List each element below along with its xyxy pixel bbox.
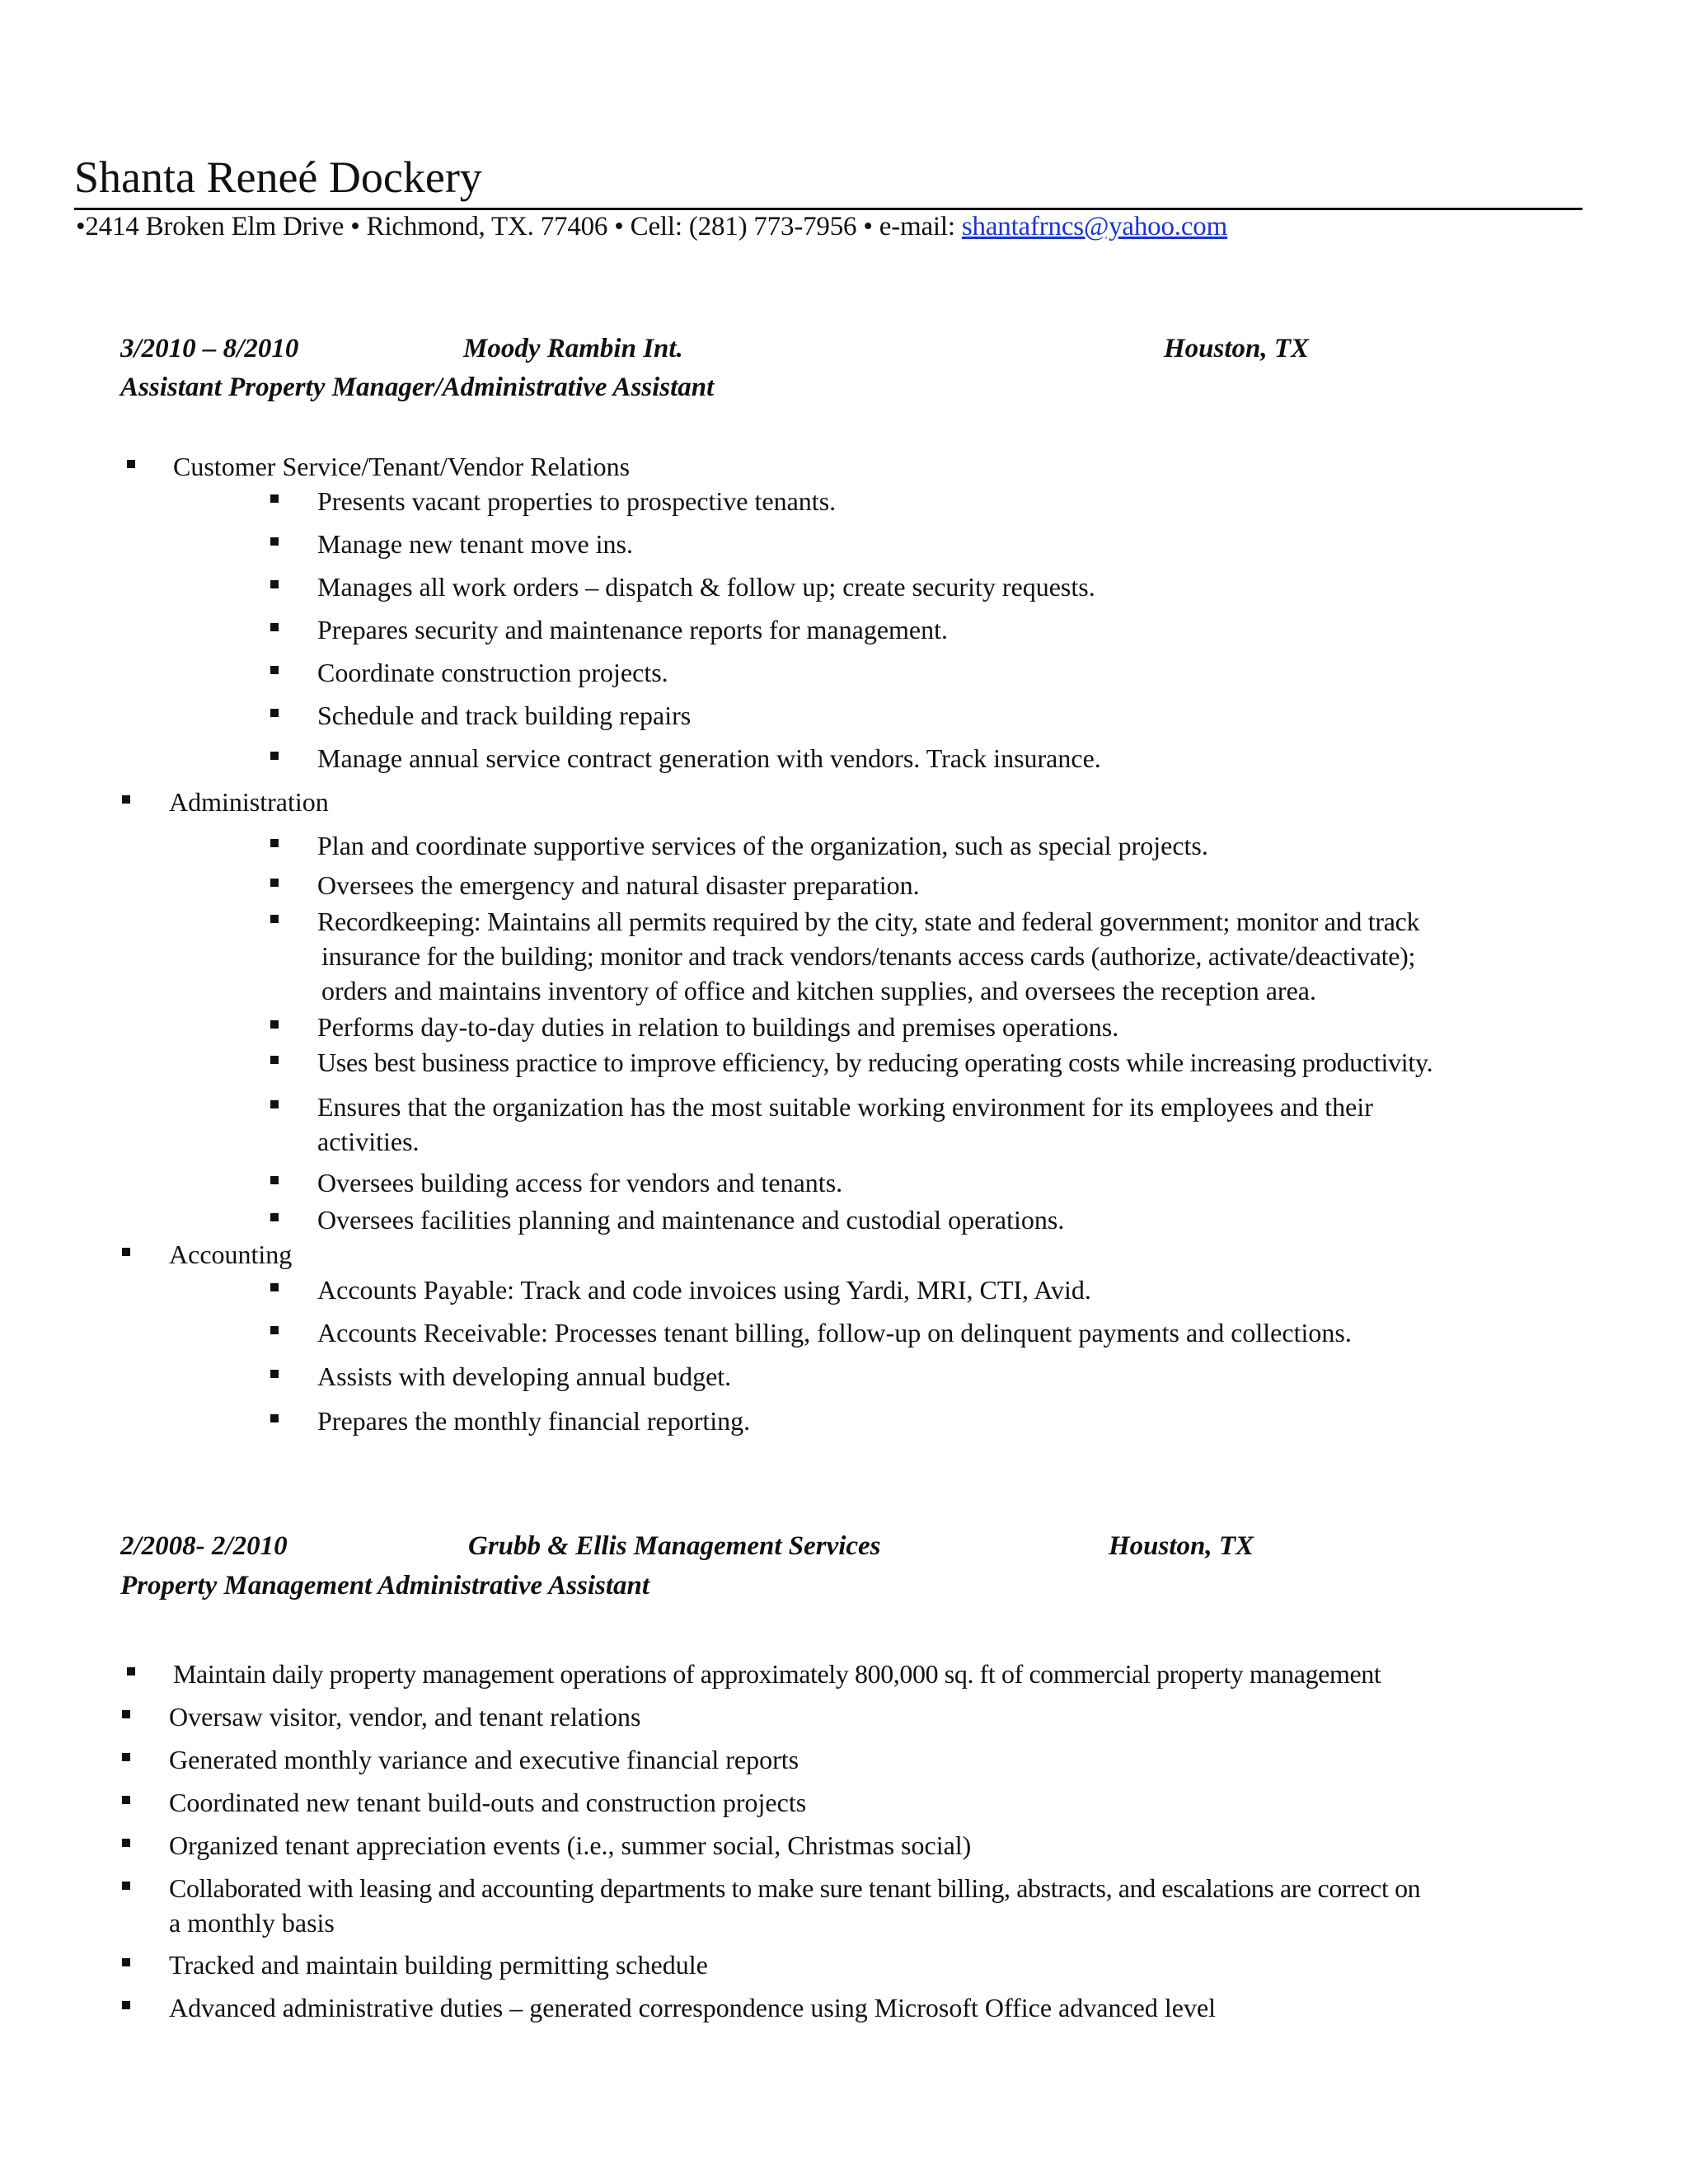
bullet-icon	[122, 1753, 130, 1761]
bullet-icon	[270, 915, 279, 923]
job1-dates: 3/2010 – 8/2010	[120, 334, 299, 363]
bullet-icon	[270, 709, 279, 717]
list-item: Oversees the emergency and natural disaster preparation.	[317, 870, 920, 900]
list-item: Organized tenant appreciation events (i.e., summer social, Christmas social)	[169, 1830, 972, 1860]
list-item: Ensures that the organization has the most suitable working environment for its employees and their	[317, 1092, 1373, 1122]
list-item: Prepares the monthly financial reporting.	[317, 1406, 751, 1436]
job2-title: Property Management Administrative Assistant	[120, 1571, 650, 1601]
contact-line	[76, 212, 1227, 242]
list-item: Plan and coordinate supportive services of the organization, such as special projects.	[317, 831, 1208, 860]
bullet-icon	[270, 752, 279, 760]
list-item: Assists with developing annual budget.	[317, 1361, 732, 1391]
list-item: Recordkeeping: Maintains all permits required by the city, state and federal government; monitor and track	[317, 907, 1420, 936]
bullet-icon	[270, 839, 279, 847]
header-rule	[74, 208, 1582, 210]
bullet-icon	[270, 1056, 279, 1064]
bullet-icon	[270, 1213, 279, 1221]
list-item: Schedule and track building repairs	[317, 701, 692, 730]
bullet-icon	[270, 623, 279, 631]
list-item: Advanced administrative duties – generated correspondence using Microsoft Office advanced level	[169, 1993, 1217, 2022]
list-item: Collaborated with leasing and accounting departments to make sure tenant billing, abstracts, and escalations are correct on	[169, 1873, 1421, 1903]
bullet-icon	[270, 1326, 279, 1334]
list-item: Manage new tenant move ins.	[317, 529, 633, 559]
list-item-continuation: insurance for the building; monitor and track vendors/tenants access cards (authorize, activate/deactivate);	[321, 941, 1416, 971]
bullet-icon	[270, 1100, 279, 1108]
list-item: Manages all work orders – dispatch & follow up; create security requests.	[317, 572, 1095, 602]
bullet-icon	[122, 1958, 130, 1966]
job1-location: Houston, TX	[1164, 334, 1310, 363]
contact-details: •2414 Broken Elm Drive • Richmond, TX. 77406 • Cell: (281) 773-7956 • e-mail:	[76, 212, 962, 241]
list-item: Accounts Receivable: Processes tenant billing, follow-up on delinquent payments and collections.	[317, 1318, 1352, 1347]
list-item: Performs day-to-day duties in relation to buildings and premises operations.	[317, 1012, 1119, 1042]
bullet-icon	[122, 1839, 130, 1847]
bullet-icon	[270, 666, 279, 674]
bullet-icon	[270, 537, 279, 546]
list-item: Coordinate construction projects.	[317, 658, 668, 687]
list-item-continuation: a monthly basis	[169, 1908, 335, 1938]
list-item: Manage annual service contract generation with vendors. Track insurance.	[317, 743, 1101, 773]
job2-company: Grubb & Ellis Management Services	[468, 1531, 881, 1561]
list-item: Oversees facilities planning and maintenance and custodial operations.	[317, 1205, 1065, 1235]
bullet-icon	[122, 1796, 130, 1804]
job1-company: Moody Rambin Int.	[463, 334, 683, 363]
bullet-icon	[122, 2001, 130, 2009]
bullet-icon	[127, 1667, 135, 1675]
job1-title: Assistant Property Manager/Administrative Assistant	[120, 373, 715, 402]
bullet-icon	[270, 1283, 279, 1291]
candidate-name: Shanta Reneé Dockery	[74, 152, 482, 202]
bullet-icon	[270, 494, 279, 503]
bullet-icon	[270, 580, 279, 588]
list-item: Tracked and maintain building permitting schedule	[169, 1950, 708, 1980]
section-heading: Customer Service/Tenant/Vendor Relations	[173, 452, 631, 481]
section-heading: Accounting	[169, 1240, 293, 1269]
list-item-continuation: orders and maintains inventory of office and kitchen supplies, and oversees the reception area.	[321, 976, 1316, 1005]
list-item: Oversees building access for vendors and tenants.	[317, 1168, 843, 1197]
bullet-icon	[122, 1710, 130, 1718]
bullet-icon	[270, 1370, 279, 1378]
list-item: Uses best business practice to improve efficiency, by reducing operating costs while increasing productivity.	[317, 1047, 1433, 1077]
list-item: Coordinated new tenant build-outs and construction projects	[169, 1788, 807, 1817]
bullet-icon	[122, 795, 130, 804]
bullet-icon	[122, 1882, 130, 1890]
bullet-icon	[122, 1248, 130, 1256]
list-item: Prepares security and maintenance reports for management.	[317, 615, 949, 644]
bullet-icon	[270, 879, 279, 887]
list-item: Accounts Payable: Track and code invoices using Yardi, MRI, CTI, Avid.	[317, 1275, 1091, 1305]
bullet-icon	[270, 1414, 279, 1422]
list-item: Oversaw visitor, vendor, and tenant relations	[169, 1702, 641, 1732]
email-link[interactable]: shantafrncs@yahoo.com	[961, 212, 1228, 241]
list-item: Presents vacant properties to prospective tenants.	[317, 486, 837, 516]
job2-dates: 2/2008- 2/2010	[120, 1531, 288, 1561]
job2-location: Houston, TX	[1109, 1531, 1254, 1561]
list-item: Generated monthly variance and executive financial reports	[169, 1745, 799, 1774]
list-item-continuation: activities.	[317, 1127, 420, 1156]
bullet-icon	[127, 460, 135, 468]
section-heading: Administration	[169, 787, 329, 817]
bullet-icon	[270, 1020, 279, 1029]
bullet-icon	[270, 1176, 279, 1184]
list-item: Maintain daily property management operations of approximately 800,000 sq. ft of commercial property management	[173, 1659, 1381, 1689]
